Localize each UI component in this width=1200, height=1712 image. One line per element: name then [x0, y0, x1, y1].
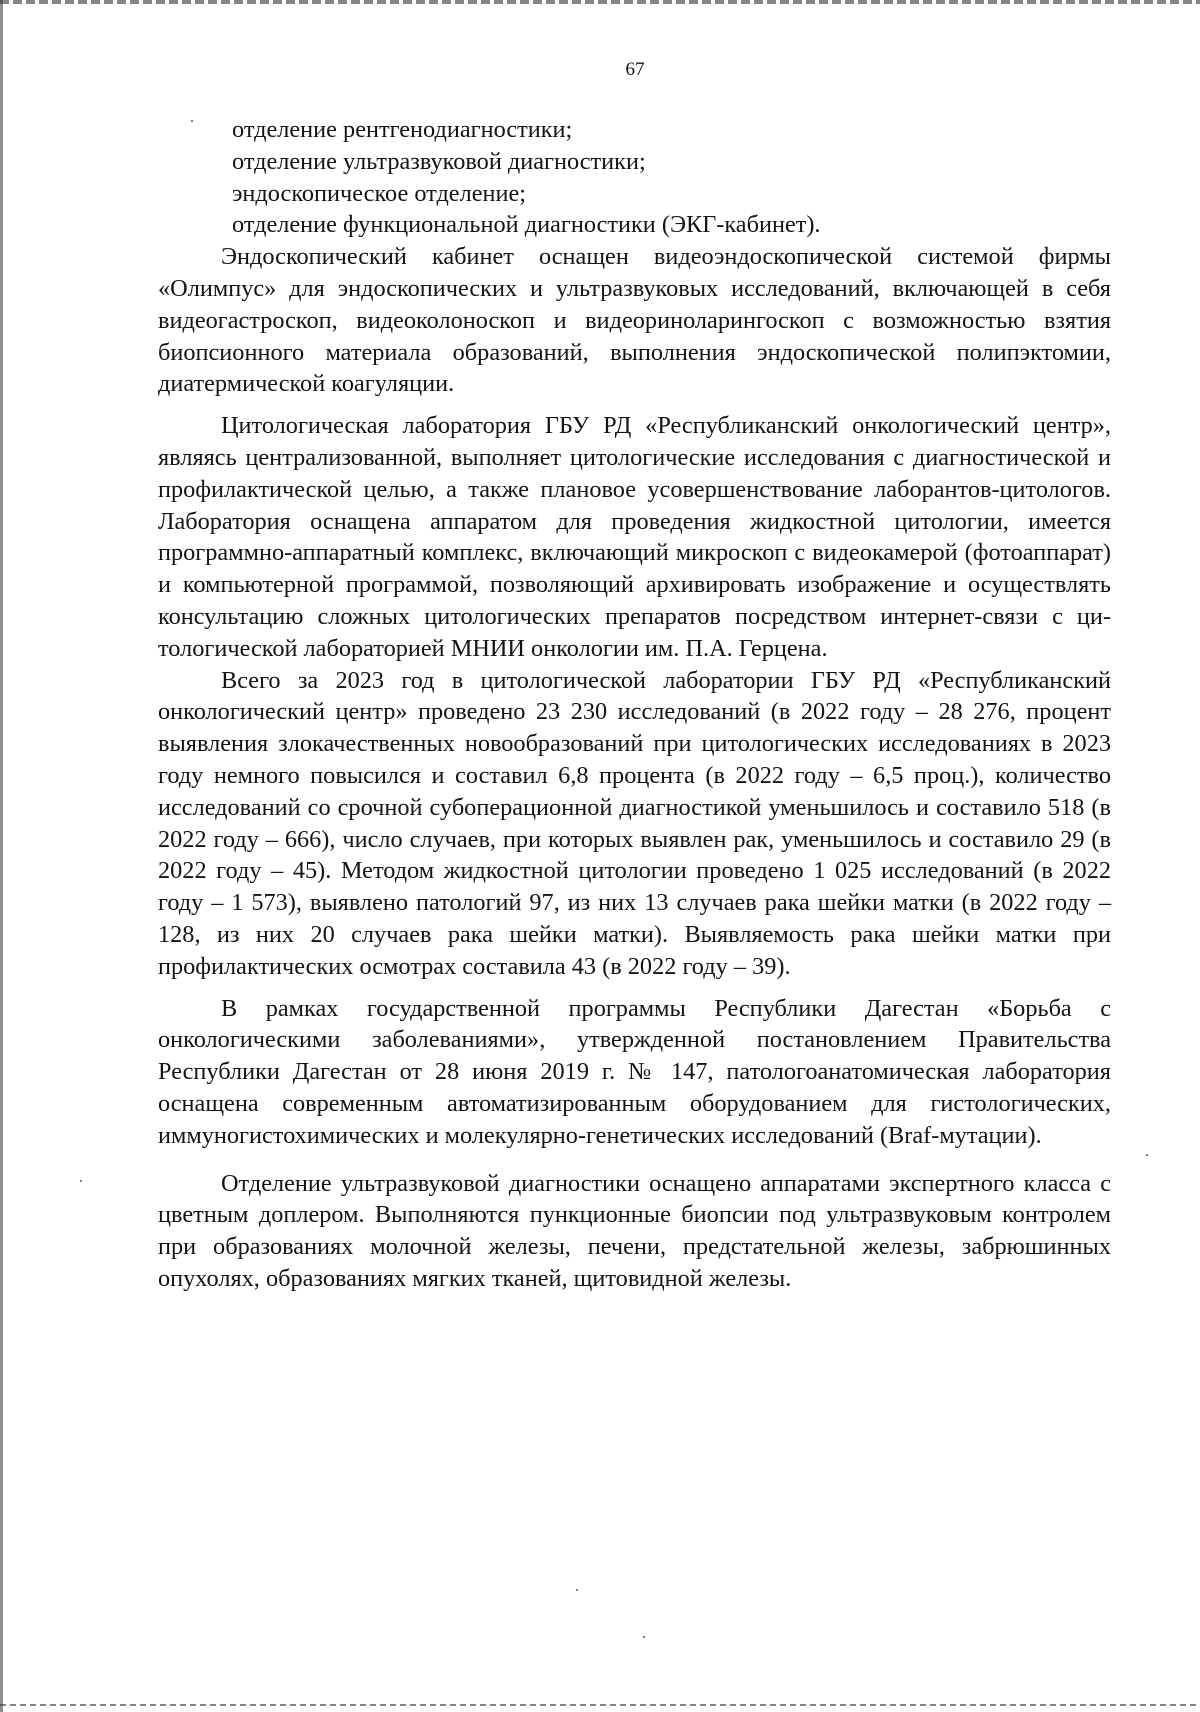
list-item: отделение рентгенодиагностики; — [232, 116, 573, 143]
list-item: отделение функциональной диагностики (ЭКГ-кабинет). — [232, 211, 821, 239]
paragraph-pathology-lab: В рамках государственной программы Республики Дагестан «Борьба с онкологическими заболеваниями», утвержденной постановлением Правительства Республики Дагестан от 28 июня 2019 г. № 147, патологоанатомическая лаборатория оснащена современным автоматизированным оборудованием для гистологических, иммуногистохимических и молекулярно-генетических исследований (Braf-мутации). — [158, 994, 1111, 1149]
scan-edge-top — [0, 0, 1200, 4]
list-item: отделение ультразвуковой диагностики; — [232, 147, 646, 175]
document-body — [158, 114, 1111, 1295]
list-item: эндоскопическое отделение; — [232, 179, 527, 207]
paragraph-cytology-lab: Цитологическая лаборатория ГБУ РД «Республиканский онкологический центр», являясь централизованной, выполняет цитологические исследования с диагностической и профилактической целью, а также плановое усовершенствование лаборантов-цитологов. Лаборатория оснащена аппаратом для проведения жидкостной цитологии, имеется программно-аппаратный комплекс, включающий микроскоп с видеокамерой (фотоаппарат) и компьютерной программой, позволяющий архивировать изображение и осуществлять консультацию сложных цитологических препаратов посредством интернет-связи с цитологической лабораторией МНИИ онкологии им. П.А. Герцена. — [158, 412, 1111, 662]
scan-speck — [80, 1180, 82, 1182]
scan-edge-bottom — [0, 1704, 1200, 1706]
paragraph-cytology-stats: Всего за 2023 год в цитологической лаборатории ГБУ РД «Республиканский онкологический центр» проведено 23 230 исследований (в 2022 году – 28 276, процент выявления злокачественных новообразований при цитологических исследованиях в 2023 году немного повысился и составил 6,8 процента (в 2022 году – 6,5 проц.), количество исследований со срочной субоперационной диагностикой уменьшилось и составило 518 (в 2022 году – 666), число случаев, при которых выявлен рак, уменьшилось и составило 29 (в 2022 году – 45). Методом жидкостной цитологии проведено 1 025 исследований (в 2022 году – 1 573), выявлено патологий 97, из них 13 случаев рака шейки матки (в 2022 году – 128, из них 20 случаев рака шейки матки). Выявляемость рака шейки матки при профилактических осмотрах составила 43 (в 2022 году – 39). — [158, 666, 1111, 980]
scan-speck — [643, 1636, 645, 1638]
scan-speck — [576, 1589, 578, 1591]
page-number: 67 — [625, 59, 645, 80]
paragraph-endoscopy: Эндоскопический кабинет оснащен видеоэндоскопической системой фирмы «Олимпус» для эндоскопических и ультразвуковых исследований, включающей в себя видеогастроскоп, видеоколоноскоп и видеориноларингоскоп с возможностью взятия биопсионного материала образований, выполнения эндоскопической полипэктомии, диатермической коагуляции. — [158, 243, 1111, 398]
scan-edge-left — [0, 0, 3, 1712]
scan-speck — [1146, 1154, 1148, 1156]
paragraph-ultrasound: Отделение ультразвуковой диагностики оснащено аппаратами экспертного класса с цветным доплером. Выполняются пункционные биопсии под ультразвуковым контролем при образованиях молочной железы, печени, предстательной железы, забрюшинных опухолях, образованиях мягких тканей, щитовидной железы. — [158, 1169, 1111, 1292]
